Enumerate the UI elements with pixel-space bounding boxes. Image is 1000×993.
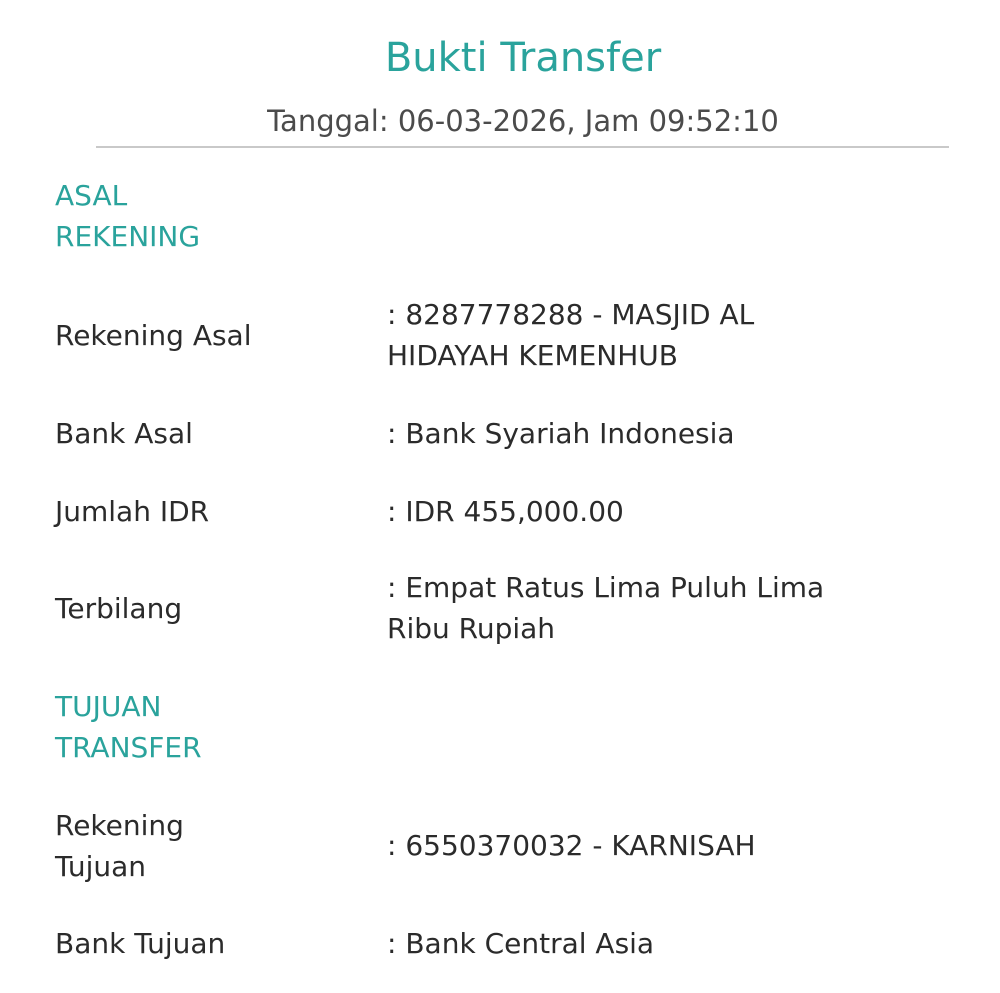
section-heading-destination: TUJUAN TRANSFER xyxy=(55,690,202,764)
header-divider xyxy=(96,146,949,148)
label-amount: Jumlah IDR xyxy=(55,495,210,528)
label-amount-in-words: Terbilang xyxy=(55,592,183,625)
value-destination-bank: : Bank Central Asia xyxy=(387,927,655,960)
label-destination-account: Rekening Tujuan xyxy=(55,809,184,883)
transaction-datetime: Tanggal: 06-03-2026, Jam 09:52:10 xyxy=(267,104,779,138)
section-heading-source-account: ASAL REKENING xyxy=(55,179,201,253)
label-source-account: Rekening Asal xyxy=(55,319,252,352)
label-source-bank: Bank Asal xyxy=(55,417,193,450)
page-title: Bukti Transfer xyxy=(384,35,662,81)
value-amount-in-words: : Empat Ratus Lima Puluh Lima Ribu Rupiah xyxy=(387,571,825,645)
value-source-bank: : Bank Syariah Indonesia xyxy=(387,417,735,450)
value-amount: : IDR 455,000.00 xyxy=(387,495,624,528)
value-destination-account: : 6550370032 - KARNISAH xyxy=(387,829,756,862)
label-destination-bank: Bank Tujuan xyxy=(55,927,226,960)
value-source-account: : 8287778288 - MASJID AL HIDAYAH KEMENHUB xyxy=(387,298,755,372)
